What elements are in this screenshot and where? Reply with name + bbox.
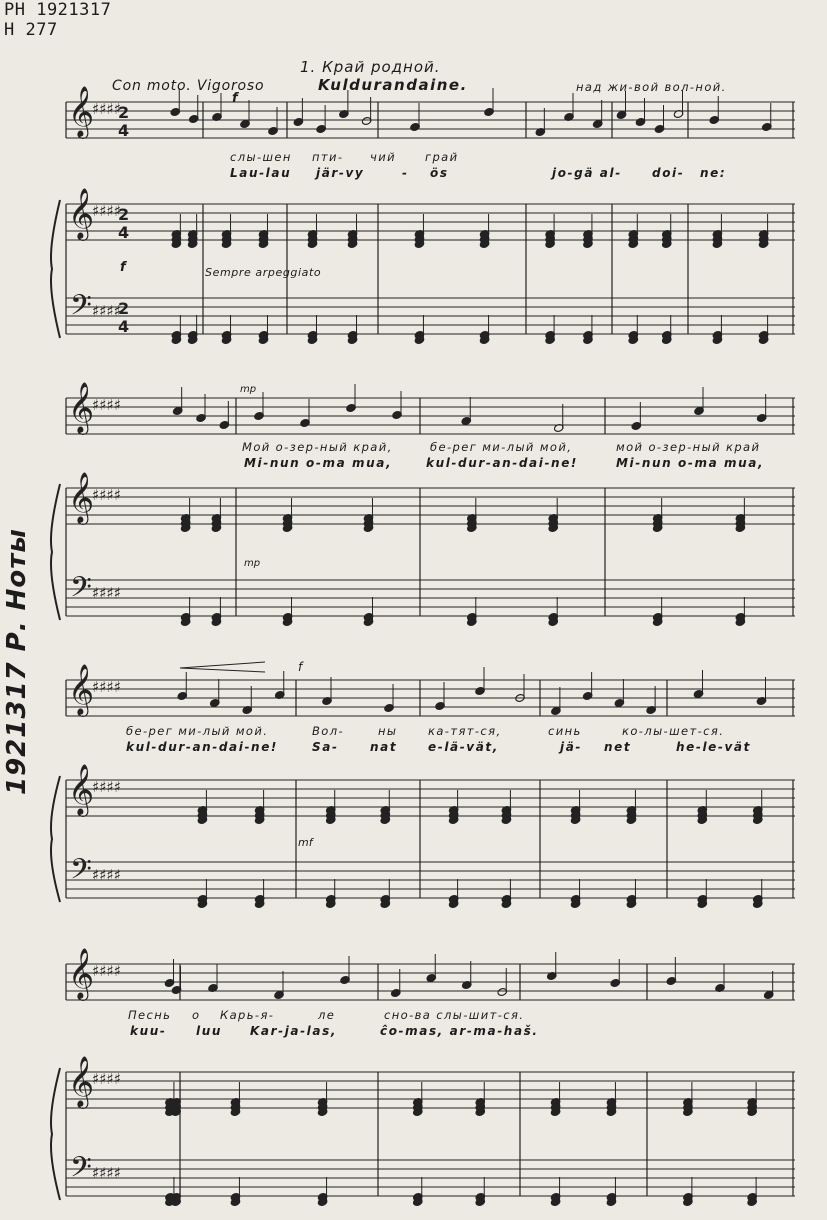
lyric-ru: ка-тят-ся, (428, 724, 502, 738)
dynamic-marking: f (120, 260, 126, 275)
lyric-fi: he-le-vät (676, 740, 751, 754)
lyric-fi: ne: (700, 166, 727, 180)
grand-staff-brace (51, 484, 60, 620)
key-signature: ♯♯♯♯ (92, 1164, 122, 1182)
tempo-marking: Con moto. Vigoroso (112, 78, 265, 94)
lyric-ru: грай (425, 150, 459, 164)
lyric-ru: Вол- (312, 724, 345, 738)
lyric-fi: kuu- (130, 1024, 167, 1038)
lyric-ru: Песнь (128, 1008, 172, 1022)
dynamic-marking: f (298, 660, 303, 674)
lyric-fi: Mi-nun o-ma mua, (244, 456, 393, 470)
treble-clef: 𝄞 (68, 382, 95, 433)
lyric-ru: ле (318, 1008, 336, 1022)
treble-clef: 𝄞 (68, 1056, 95, 1107)
bass-clef: 𝄢 (70, 1151, 92, 1191)
lyric-fi: - (402, 166, 409, 180)
dynamic-marking: f (232, 91, 238, 106)
lyric-fi: Kar-ja-las, (250, 1024, 337, 1038)
lyric-ru: бе-рег ми-лый мой, (430, 440, 573, 454)
lyric-ru: бе-рег ми-лый мой. (126, 724, 269, 738)
treble-clef: 𝄞 (68, 764, 95, 815)
performance-note: Sempre arpeggiato (205, 266, 322, 279)
lyric-fi: Sa- (312, 740, 339, 754)
treble-clef: 𝄞 (68, 86, 95, 137)
lyric-fi: luu (196, 1024, 222, 1038)
lyric-fi: ös (430, 166, 449, 180)
bass-clef: 𝄢 (70, 289, 92, 329)
lyric-fi: net (604, 740, 632, 754)
treble-clef: 𝄞 (68, 472, 95, 523)
key-signature: ♯♯♯♯ (92, 486, 122, 504)
dynamic-marking: mp (244, 558, 261, 569)
time-signature: 4 (118, 223, 130, 242)
lyric-ru: слы-шен (230, 150, 292, 164)
key-signature: ♯♯♯♯ (92, 396, 122, 414)
archive-stamp-code: Н 277 (4, 20, 58, 40)
archive-stamp-number: РН 1921317 (4, 0, 112, 20)
time-signature: 2 (118, 205, 130, 224)
dynamic-marking: mp (240, 384, 257, 395)
lyric-ru: ко-лы-шет-ся. (622, 724, 725, 738)
key-signature: ♯♯♯♯ (92, 866, 122, 884)
key-signature: ♯♯♯♯ (92, 100, 122, 118)
lyric-fi: jä- (560, 740, 582, 754)
lyric-ru: над жи-вой вол-ной. (576, 80, 727, 94)
grand-staff-brace (51, 776, 60, 902)
treble-clef: 𝄞 (68, 948, 95, 999)
song-subtitle: Kuldurandaine. (318, 76, 468, 94)
hairpin (180, 662, 265, 672)
dynamic-marking: mf (298, 836, 313, 849)
lyric-ru: сно-ва слы-шит-ся. (384, 1008, 525, 1022)
lyric-ru: Карь-я- (220, 1008, 275, 1022)
key-signature: ♯♯♯♯ (92, 302, 122, 320)
lyric-fi: nat (370, 740, 398, 754)
key-signature: ♯♯♯♯ (92, 202, 122, 220)
treble-clef: 𝄞 (68, 664, 95, 715)
lyric-ru: Мой о-зер-ный край, (242, 440, 393, 454)
key-signature: ♯♯♯♯ (92, 584, 122, 602)
lyric-ru: ны (378, 724, 398, 738)
lyric-fi: jo-gä al- (552, 166, 622, 180)
lyric-fi: doi- (652, 166, 685, 180)
lyric-fi: Mi-nun o-ma mua, (616, 456, 765, 470)
key-signature: ♯♯♯♯ (92, 678, 122, 696)
lyric-fi: ĉo-mas, ar-ma-haš. (380, 1024, 539, 1038)
lyric-ru: мой о-зер-ный край (616, 440, 761, 454)
time-signature: 4 (118, 317, 130, 336)
lyric-fi: kul-dur-an-dai-ne! (426, 456, 579, 470)
song-title: 1. Край родной. (300, 58, 441, 76)
grand-staff-brace (51, 1068, 60, 1200)
lyric-fi: kul-dur-an-dai-ne! (126, 740, 279, 754)
key-signature: ♯♯♯♯ (92, 962, 122, 980)
lyric-ru: пти- (312, 150, 344, 164)
bass-clef: 𝄢 (70, 853, 92, 893)
lyric-ru: чий (370, 150, 396, 164)
treble-clef: 𝄞 (68, 188, 95, 239)
time-signature: 2 (118, 103, 130, 122)
grand-staff-brace (51, 200, 60, 338)
bass-clef: 𝄢 (70, 571, 92, 611)
lyric-fi: Lau-lau (230, 166, 292, 180)
lyric-fi: e-lä-vät, (428, 740, 499, 754)
lyric-ru: о (192, 1008, 201, 1022)
key-signature: ♯♯♯♯ (92, 1070, 122, 1088)
time-signature: 4 (118, 121, 130, 140)
lyric-ru: синь (548, 724, 582, 738)
lyric-fi: jär-vy (316, 166, 365, 180)
side-annotation: 1921317 Р. Ноты (2, 528, 32, 795)
key-signature: ♯♯♯♯ (92, 778, 122, 796)
time-signature: 2 (118, 299, 130, 318)
